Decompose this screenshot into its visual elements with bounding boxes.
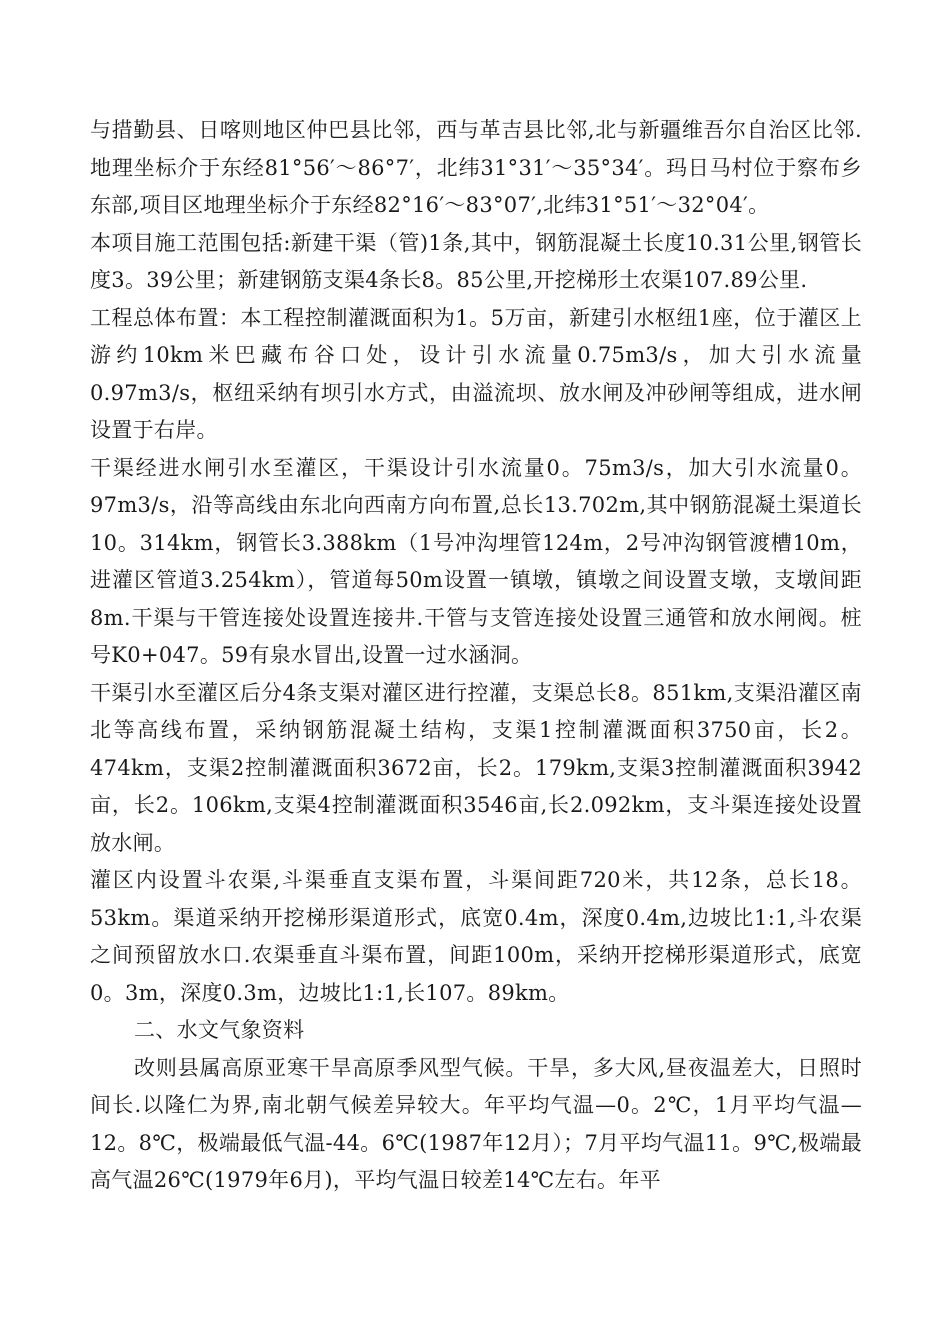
document-body — [90, 112, 862, 1200]
paragraph-main-canal: 干渠经进水闸引水至灌区，干渠设计引水流量0。75m3/s，加大引水流量0。97m3/s，沿等高线由东北向西南方向布置,总长13.702m,其中钢筋混凝土渠道长10。314km，钢管长3.388km（1号冲沟埋管124m，2号冲沟钢管渡槽10m，进灌区管道3.254km），管道每50m设置一镇墩，镇墩之间设置支墩，支墩间距8m.干渠与干管连接处设置连接井.干管与支管连接处设置三通管和放水闸阀。桩号K0+047。59有泉水冒出,设置一过水涵洞。 — [90, 455, 862, 667]
paragraph-location: 与措勤县、日喀则地区仲巴县比邻，西与革吉县比邻,北与新疆维吾尔自治区比邻.地理坐标介于东经81°56′～86°7′，北纬31°31′～35°34′。玛日马村位于察布乡东部,项目区地理坐标介于东经82°16′～83°07′,北纬31°51′～32°04′。 — [90, 118, 862, 217]
paragraph-climate: 改则县属高原亚寒干旱高原季风型气候。干旱，多大风,昼夜温差大，日照时间长.以隆仁为界,南北朝气候差异较大。年平均气温—0。2℃，1月平均气温—12。8℃，极端最低气温-44。6℃(1987年12月）；7月平均气温11。9℃,极端最高气温26℃(1979年6月)，平均气温日较差14℃左右。年平 — [90, 1055, 862, 1192]
section-heading-hydrology: 二、水文气象资料 — [134, 1018, 305, 1042]
paragraph-overall-layout: 工程总体布置：本工程控制灌溉面积为1。5万亩，新建引水枢纽1座，位于灌区上游约10km米巴藏布谷口处，设计引水流量0.75m3/s，加大引水流量0.97m3/s，枢纽采纳有坝引水方式，由溢流坝、放水闸及冲砂闸等组成，进水闸设置于右岸。 — [90, 305, 862, 442]
paragraph-lateral-canals: 灌区内设置斗农渠,斗渠垂直支渠布置，斗渠间距720米，共12条，总长18。53km。渠道采纳开挖梯形渠道形式，底宽0.4m，深度0.4m,边坡比1:1,斗农渠之间预留放水口.农渠垂直斗渠布置，间距100m，采纳开挖梯形渠道形式，底宽0。3m，深度0.3m，边坡比1:1,长107。89km。 — [90, 868, 862, 1005]
paragraph-construction-scope: 本项目施工范围包括:新建干渠（管)1条,其中，钢筋混凝土长度10.31公里,钢管长度3。39公里；新建钢筋支渠4条长8。85公里,开挖梯形土农渠107.89公里. — [90, 230, 862, 292]
paragraph-branch-canals: 干渠引水至灌区后分4条支渠对灌区进行控灌，支渠总长8。851km,支渠沿灌区南北等高线布置，采纳钢筋混凝土结构，支渠1控制灌溉面积3750亩，长2。474km，支渠2控制灌溉面积3672亩，长2。179km,支渠3控制灌溉面积3942亩，长2。106km,支渠4控制灌溉面积3546亩,长2.092km，支斗渠连接处设置放水闸。 — [90, 680, 862, 855]
